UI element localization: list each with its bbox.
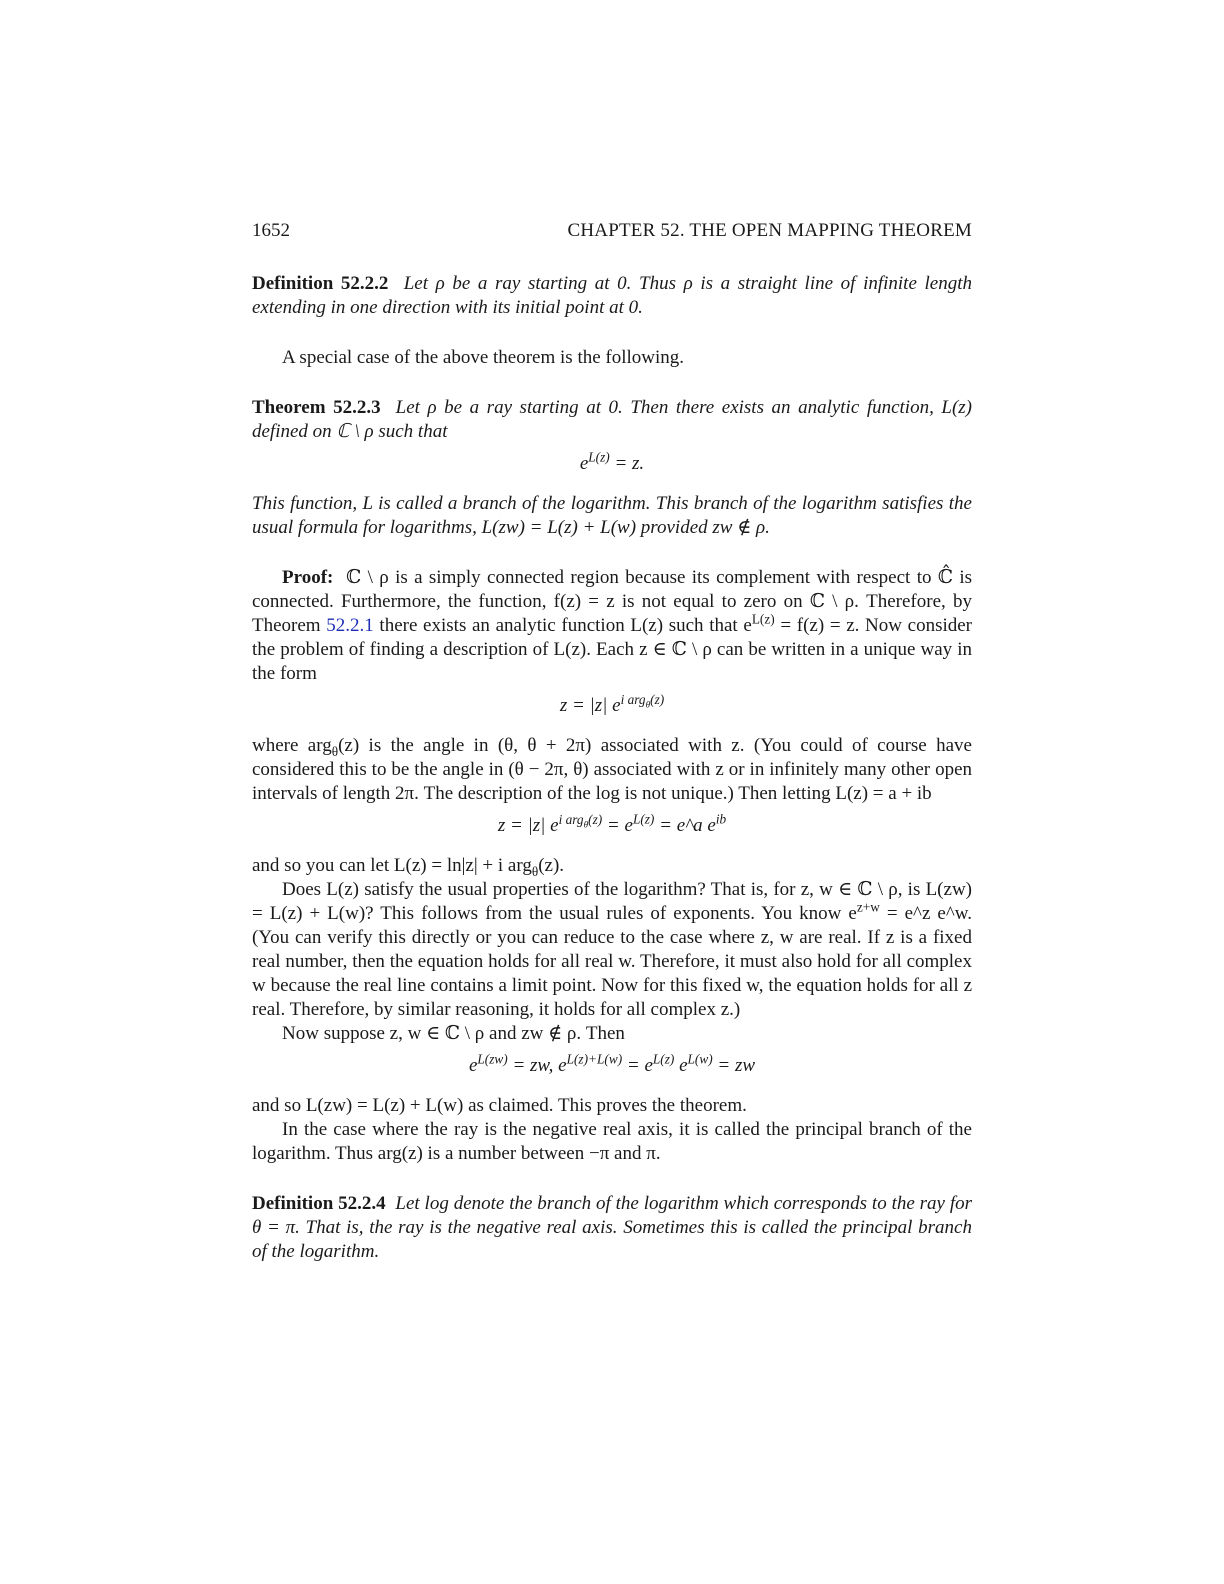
proof-p1-b: there exists an analytic function L(z) such that $e^{L(z)} = f(z) = z$. Now consider the problem of finding a description of L(z). Each z ∈ ℂ \ ρ can be written in a unique way in the form xyxy=(252,611,973,684)
proof-paragraph-5: Now suppose z, w ∈ ℂ \ ρ and zw ∉ ρ. Then xyxy=(282,1023,625,1044)
proof-paragraph-3: and so you can let L(z) = ln|z| + i arg$_\theta$(z). xyxy=(252,855,565,879)
theorem-52-2-3 xyxy=(252,396,972,444)
page-number: 1652 xyxy=(252,220,290,241)
proof-p1-a: ℂ \ ρ is a simply connected region because its complement with respect to ℂ̂ is connected. Furthermore, the function, f(z) = z is not equal to zero on ℂ \ ρ. Therefore, by Theorem xyxy=(252,567,972,636)
theorem-text: Let ρ be a ray starting at 0. Then there exists an analytic function, L(z) defined on ℂ \ ρ such that xyxy=(252,397,972,442)
proof-paragraph-7: In the case where the ray is the negative real axis, it is called the principal branch of the logarithm. Thus arg(z) is a number between −π and π. xyxy=(252,1119,972,1164)
page-body xyxy=(252,272,972,1264)
theorem-reference-link[interactable]: 52.2.1 xyxy=(326,615,374,636)
proof-paragraph-4: Does L(z) satisfy the usual properties of the logarithm? That is, for z, w ∈ ℂ \ ρ, is L(zw) = L(z) + L(w)? This follows from the usual rules of exponents. You know $e^{z+w}$ = e^z e^w. (You can verify this directly or you can reduce to the case where z, w are real. If z is a fixed real number, then the equation holds for all real w. Therefore, it must also hold for all complex w because the real line contains a limit point. Now for this fixed w, the equation holds for all z real. Therefore, by similar reasoning, it holds for all complex z.) xyxy=(252,879,972,1020)
proof-paragraph-6: and so L(zw) = L(z) + L(w) as claimed. This proves the theorem. xyxy=(252,1095,747,1116)
definition-52-2-2 xyxy=(252,272,972,320)
proof-label: Proof: xyxy=(282,567,334,588)
definition-text: Let log denote the branch of the logarithm which corresponds to the ray for θ = π. That is, the ray is the negative real axis. Sometimes this is called the principal branch of the logarithm. xyxy=(252,1193,973,1262)
proof-paragraph-1 xyxy=(252,566,972,686)
equation-product-rule: $e^{L(zw)}$ = zw, $e^{L(z)+L(w)} = e^{L(z)}$ $e^{L(w)}$ = zw xyxy=(468,1051,756,1076)
definition-label: Definition 52.2.4 xyxy=(252,1193,386,1214)
definition-text: Let ρ be a ray starting at 0. Thus ρ is a straight line of infinite length extending in one direction with its initial point at 0. xyxy=(252,273,973,318)
definition-label: Definition 52.2.2 xyxy=(252,273,389,294)
equation-polar-form: z = |z| $e^{i arg_\theta(z)}$ xyxy=(559,691,665,716)
definition-52-2-4 xyxy=(252,1192,972,1264)
theorem-equation: $e^{L(z)} = z$. xyxy=(579,449,645,474)
intro-sentence: A special case of the above theorem is the following. xyxy=(282,347,685,368)
chapter-title: CHAPTER 52. THE OPEN MAPPING THEOREM xyxy=(567,220,972,241)
equation-exponential: z = |z| $e^{i arg_\theta(z)} = e^{L(z)}$ = e^a $e^{ib}$ xyxy=(497,811,727,836)
proof-paragraph-2: where arg$_\theta$(z) is the angle in (θ, θ + 2π) associated with z. (You could of course have considered this to be the angle in (θ − 2π, θ) associated with z or in infinitely many other open intervals of length 2π. The description of the log is not unique.) Then letting L(z) = a + ib xyxy=(252,735,972,804)
theorem-label: Theorem 52.2.3 xyxy=(252,397,381,418)
theorem-closing: This function, L is called a branch of the logarithm. This branch of the logarithm satisfies the usual formula for logarithms, L(zw) = L(z) + L(w) provided zw ∉ ρ. xyxy=(252,493,972,538)
